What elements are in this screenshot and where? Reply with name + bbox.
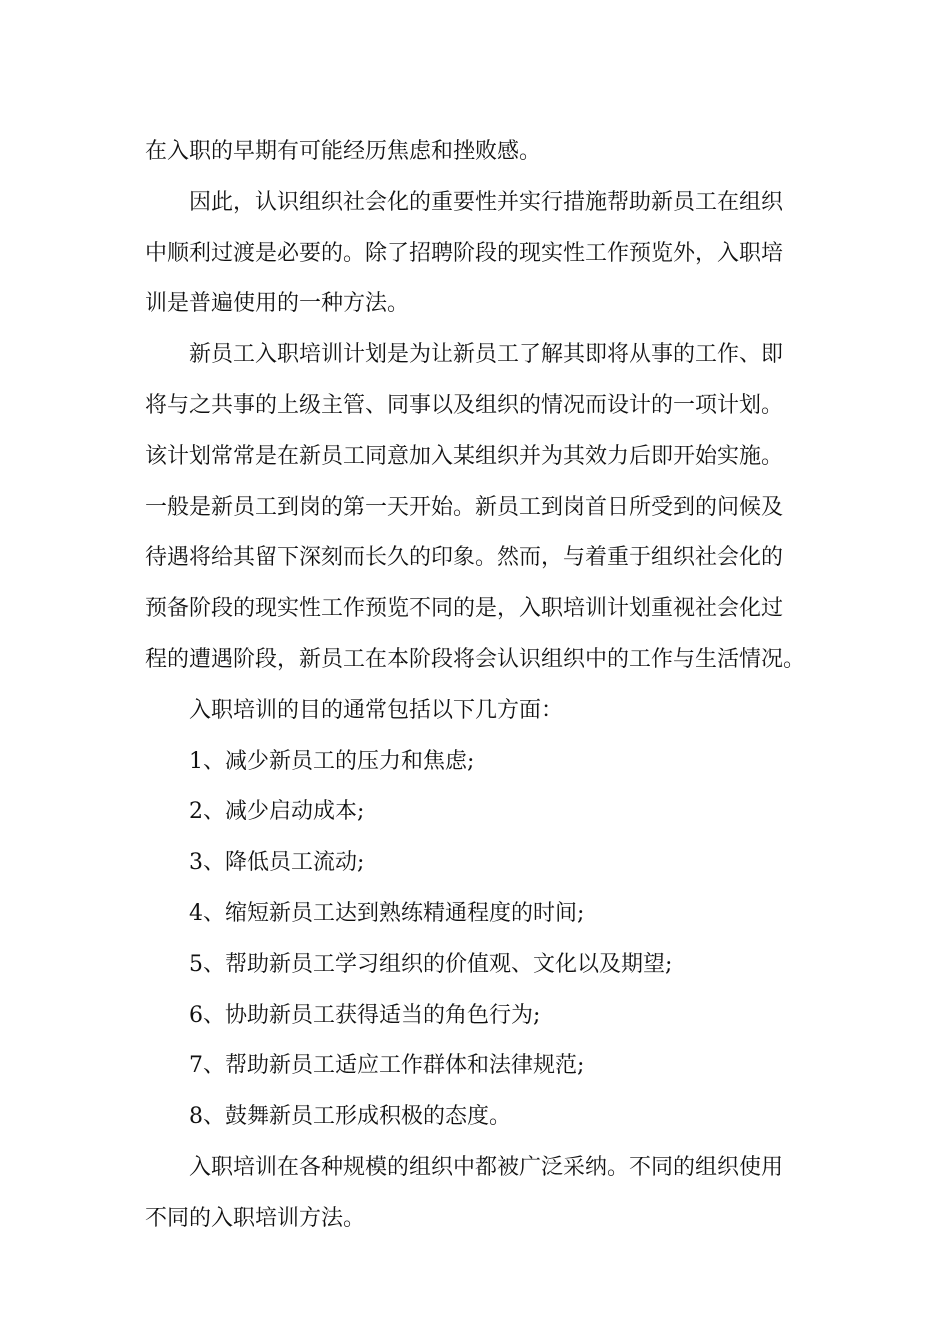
text-line: 一般是新员工到岗的第一天开始。新员工到岗首日所受到的问候及 bbox=[145, 494, 784, 520]
text-line: 中顺利过渡是必要的。除了招聘阶段的现实性工作预览外，入职培 bbox=[145, 240, 784, 266]
paragraph-start-line: 入职培训在各种规模的组织中都被广泛采纳。不同的组织使用 bbox=[189, 1154, 784, 1180]
paragraph-start-line: 入职培训的目的通常包括以下几方面： bbox=[189, 697, 564, 723]
paragraph-start-line: 因此，认识组织社会化的重要性并实行措施帮助新员工在组织 bbox=[189, 189, 784, 215]
list-item: 8、鼓舞新员工形成积极的态度。 bbox=[189, 1104, 511, 1130]
paragraph-start-line: 新员工入职培训计划是为让新员工了解其即将从事的工作、即 bbox=[189, 342, 784, 368]
text-line: 不同的入职培训方法。 bbox=[145, 1205, 366, 1231]
list-item: 5、帮助新员工学习组织的价值观、文化以及期望; bbox=[189, 951, 673, 977]
list-item: 6、协助新员工获得适当的角色行为; bbox=[189, 1002, 541, 1028]
document-body bbox=[145, 127, 807, 1245]
text-line: 该计划常常是在新员工同意加入某组织并为其效力后即开始实施。 bbox=[145, 443, 784, 469]
text-line: 待遇将给其留下深刻而长久的印象。然而，与着重于组织社会化的 bbox=[145, 545, 784, 571]
text-line: 程的遭遇阶段，新员工在本阶段将会认识组织中的工作与生活情况。 bbox=[145, 646, 806, 672]
list-item: 3、降低员工流动; bbox=[189, 850, 365, 876]
list-item: 7、帮助新员工适应工作群体和法律规范; bbox=[189, 1053, 585, 1079]
text-line: 在入职的早期有可能经历焦虑和挫败感。 bbox=[145, 139, 542, 164]
text-line: 将与之共事的上级主管、同事以及组织的情况而设计的一项计划。 bbox=[145, 392, 784, 418]
list-item: 2、减少启动成本; bbox=[189, 799, 365, 825]
text-line: 预备阶段的现实性工作预览不同的是，入职培训计划重视社会化过 bbox=[145, 596, 784, 622]
list-item: 4、缩短新员工达到熟练精通程度的时间; bbox=[189, 900, 585, 926]
list-item: 1、减少新员工的压力和焦虑; bbox=[189, 748, 475, 774]
text-line: 训是普遍使用的一种方法。 bbox=[145, 291, 410, 317]
